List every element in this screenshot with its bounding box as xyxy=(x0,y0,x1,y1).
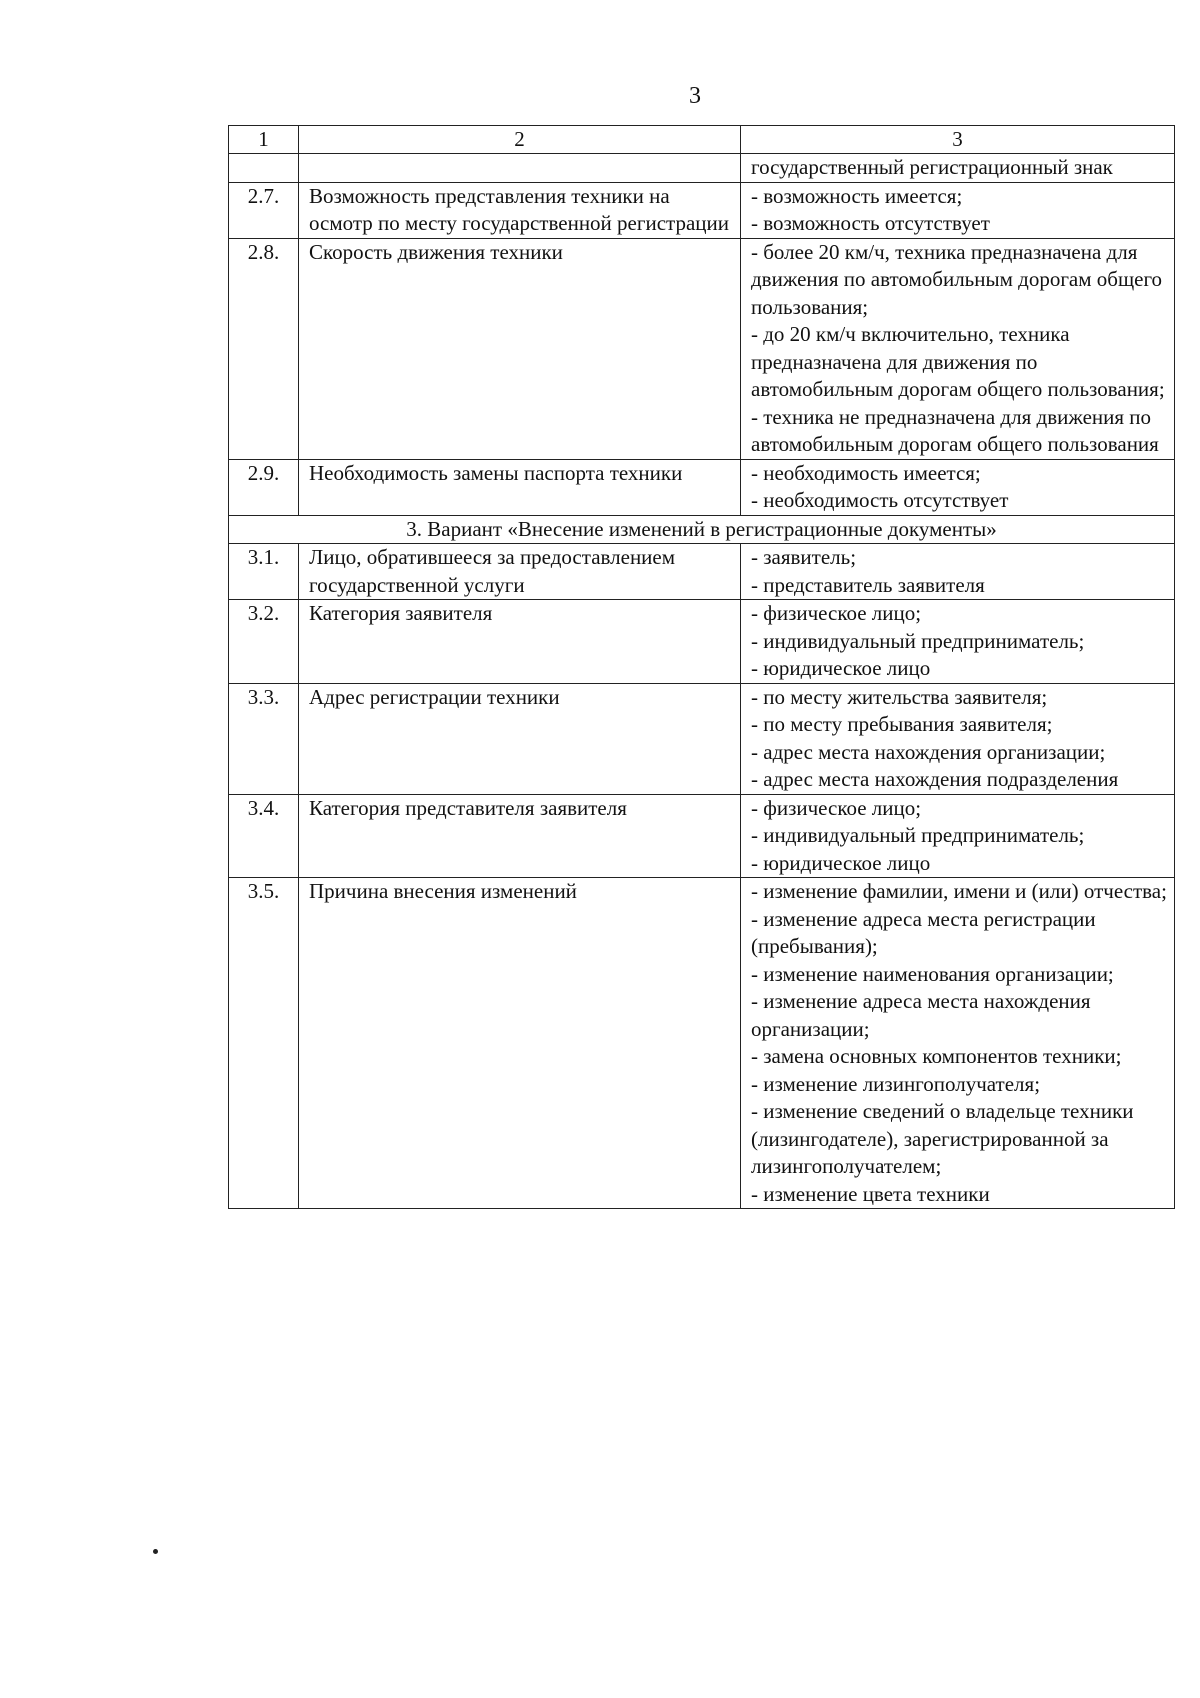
option-item: - замена основных компонентов техники; xyxy=(751,1044,1122,1068)
row-label: Скорость движения техники xyxy=(299,238,741,459)
stray-dot xyxy=(153,1549,158,1554)
row-options xyxy=(741,154,1175,183)
option-item: - возможность имеется; xyxy=(751,183,963,208)
row-number: 3.4. xyxy=(229,794,299,878)
table-row xyxy=(229,683,1175,794)
option-item: - адрес места нахождения организации; xyxy=(751,739,1106,764)
option-item: - индивидуальный предприниматель; xyxy=(751,823,1085,847)
row-options xyxy=(741,878,1175,1209)
document-table xyxy=(228,125,1175,1209)
column-header: 1 xyxy=(229,126,299,154)
row-number: 3.2. xyxy=(229,600,299,684)
row-label: Категория представителя заявителя xyxy=(299,794,741,878)
section-row xyxy=(229,515,1175,544)
option-item: - изменение лизингополучателя; xyxy=(751,1071,1041,1096)
row-options xyxy=(741,459,1175,515)
row-options xyxy=(741,544,1175,600)
table-row xyxy=(229,154,1175,183)
option-item: - необходимость имеется; xyxy=(751,460,981,485)
table-row xyxy=(229,878,1175,1209)
option-item: - юридическое лицо xyxy=(751,850,931,875)
option-item: - по месту пребывания заявителя; xyxy=(751,712,1053,736)
option-item: - адрес места нахождения подразделения xyxy=(751,767,1119,791)
row-options xyxy=(741,794,1175,878)
row-options xyxy=(741,600,1175,684)
row-number xyxy=(229,154,299,183)
option-item: - техника не предназначена для движения по автомобильным дорогам общего пользования xyxy=(751,404,1159,456)
option-item: - возможность отсутствует xyxy=(751,211,990,235)
table-row xyxy=(229,238,1175,459)
table-body xyxy=(229,126,1175,1209)
page-number: 3 xyxy=(689,83,701,109)
table-row xyxy=(229,600,1175,684)
row-label: Необходимость замены паспорта техники xyxy=(299,459,741,515)
row-number: 2.9. xyxy=(229,459,299,515)
row-options xyxy=(741,683,1175,794)
row-options xyxy=(741,182,1175,238)
option-item: - более 20 км/ч, техника предназначена для движения по автомобильным дорогам общего пользования; xyxy=(751,239,1163,319)
row-label: Возможность представления техники на осмотр по месту государственной регистрации xyxy=(299,182,741,238)
option-item: - физическое лицо; xyxy=(751,601,922,625)
table-header-row xyxy=(229,126,1175,154)
option-item: - заявитель; xyxy=(751,545,857,569)
option-item: - изменение сведений о владельце техники (лизингодателе), зарегистрированной за лизингополучателем; xyxy=(751,1099,1134,1178)
option-item: - изменение адреса места регистрации (пребывания); xyxy=(751,906,1096,958)
table-row xyxy=(229,459,1175,515)
option-item: - физическое лицо; xyxy=(751,795,922,820)
section-title: 3. Вариант «Внесение изменений в регистрационные документы» xyxy=(229,515,1175,544)
option-item: - до 20 км/ч включительно, техника предназначена для движения по автомобильным дорогам общего пользования; xyxy=(751,322,1165,401)
option-item: - индивидуальный предприниматель; xyxy=(751,628,1085,653)
row-label: Причина внесения изменений xyxy=(299,878,741,1209)
row-number: 3.5. xyxy=(229,878,299,1209)
option-item: - изменение наименования организации; xyxy=(751,961,1114,986)
table-row xyxy=(229,544,1175,600)
row-number: 3.3. xyxy=(229,683,299,794)
option-item: - изменение адреса места нахождения организации; xyxy=(751,989,1091,1041)
table-row xyxy=(229,182,1175,238)
table-row xyxy=(229,794,1175,878)
row-number: 2.7. xyxy=(229,182,299,238)
option-item: - юридическое лицо xyxy=(751,656,931,680)
row-label: Лицо, обратившееся за предоставлением государственной услуги xyxy=(299,544,741,600)
column-header: 3 xyxy=(741,126,1175,154)
option-item: - по месту жительства заявителя; xyxy=(751,684,1048,709)
option-item: государственный регистрационный знак xyxy=(751,155,1113,179)
option-item: - изменение фамилии, имени и (или) отчества; xyxy=(751,879,1167,903)
column-header: 2 xyxy=(299,126,741,154)
option-item: - изменение цвета техники xyxy=(751,1181,990,1206)
option-item: - необходимость отсутствует xyxy=(751,488,1009,512)
row-label: Адрес регистрации техники xyxy=(299,683,741,794)
row-label xyxy=(299,154,741,183)
option-item: - представитель заявителя xyxy=(751,572,985,597)
row-options xyxy=(741,238,1175,459)
row-number: 3.1. xyxy=(229,544,299,600)
row-label: Категория заявителя xyxy=(299,600,741,684)
row-number: 2.8. xyxy=(229,238,299,459)
